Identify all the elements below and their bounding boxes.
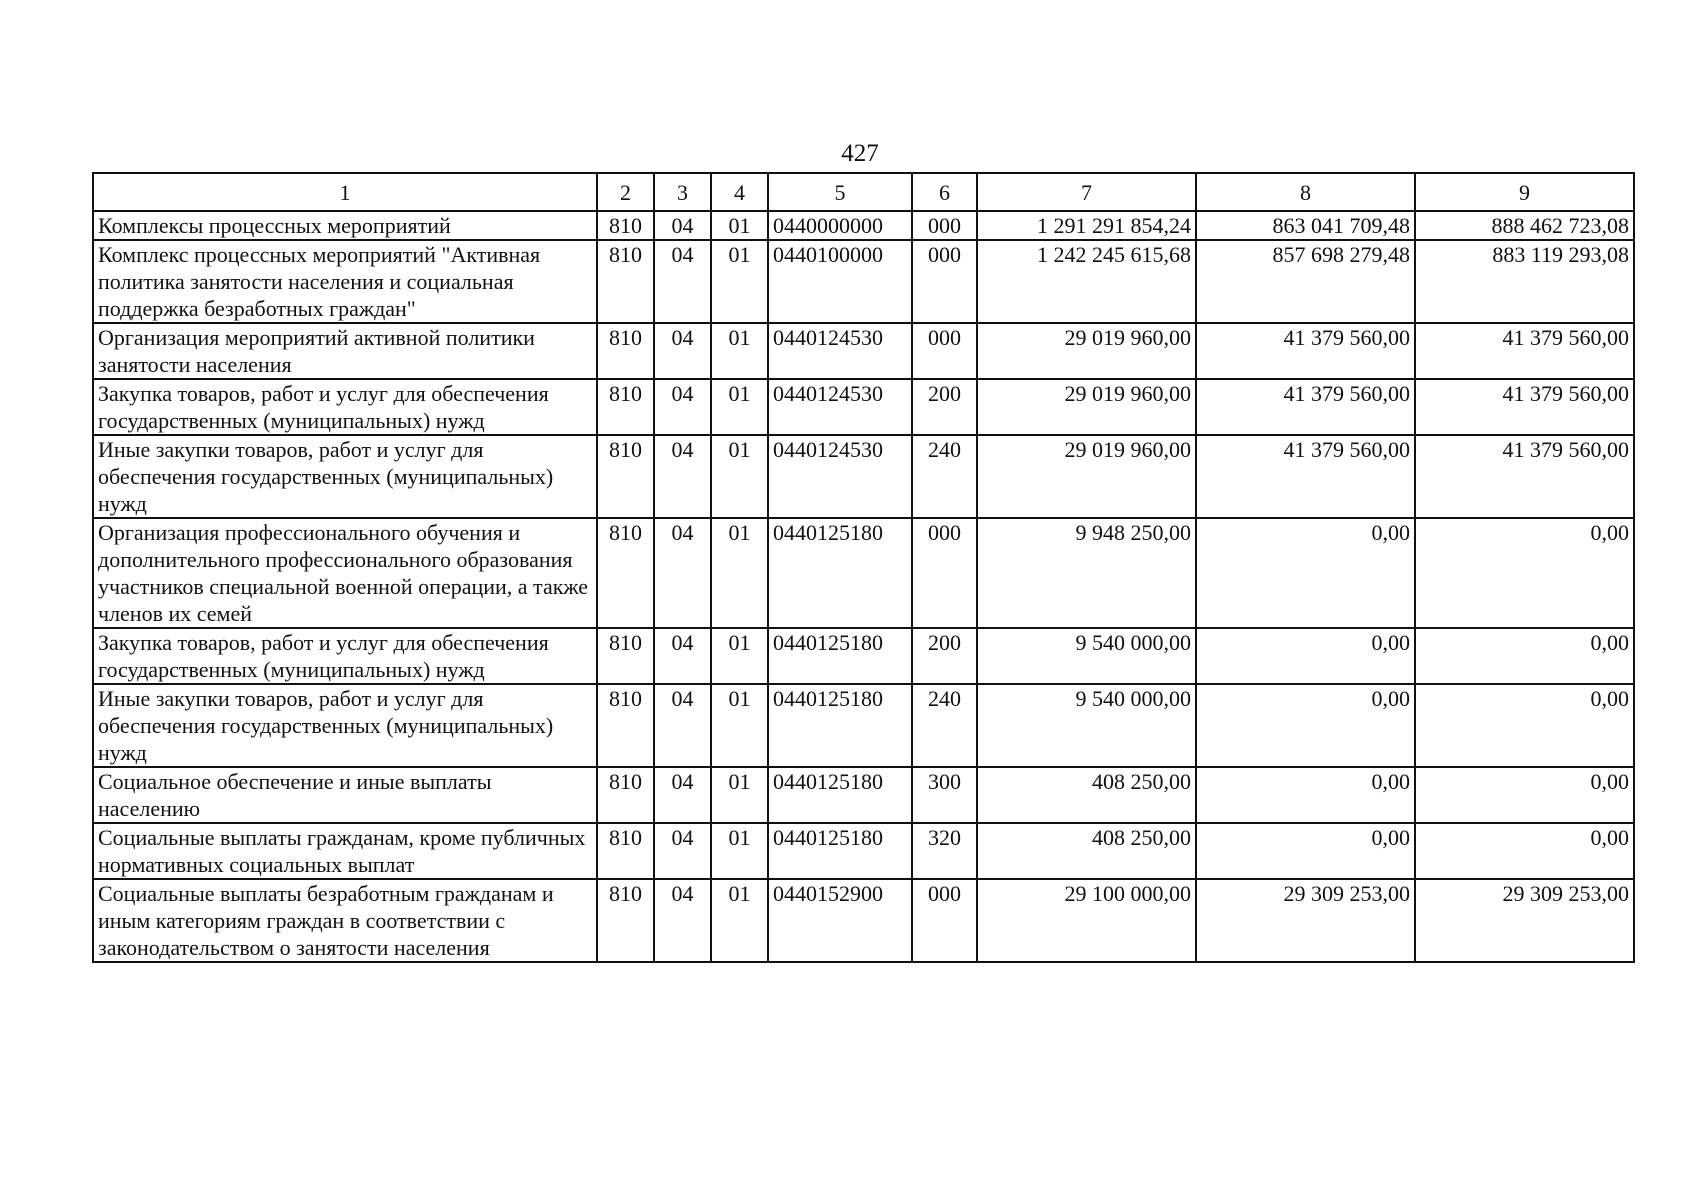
row-name: Социальные выплаты безработным гражданам и иным категориям граждан в соответствии с законодательством о занятости населения <box>93 879 597 962</box>
column-header: 4 <box>711 173 768 211</box>
row-name: Организация мероприятий активной политики занятости населения <box>93 323 597 379</box>
row-name: Закупка товаров, работ и услуг для обеспечения государственных (муниципальных) нужд <box>93 628 597 684</box>
amount-col8: 0,00 <box>1196 767 1415 823</box>
section-code: 04 <box>654 435 711 518</box>
amount-col9: 883 119 293,08 <box>1415 240 1634 323</box>
row-name: Иные закупки товаров, работ и услуг для обеспечения государственных (муниципальных) нужд <box>93 684 597 767</box>
amount-col7: 1 291 291 854,24 <box>977 211 1196 240</box>
subsection-code: 01 <box>711 379 768 435</box>
target-article-code: 0440125180 <box>768 518 912 628</box>
row-name: Комплексы процессных мероприятий <box>93 211 597 240</box>
expense-type-code: 320 <box>912 823 977 879</box>
target-article-code: 0440124530 <box>768 379 912 435</box>
column-header: 7 <box>977 173 1196 211</box>
target-article-code: 0440100000 <box>768 240 912 323</box>
table-row <box>93 767 1634 823</box>
row-name: Комплекс процессных мероприятий "Активная политика занятости населения и социальная поддержка безработных граждан" <box>93 240 597 323</box>
amount-col8: 0,00 <box>1196 823 1415 879</box>
amount-col7: 408 250,00 <box>977 823 1196 879</box>
ministry-code: 810 <box>597 379 654 435</box>
amount-col9: 29 309 253,00 <box>1415 879 1634 962</box>
subsection-code: 01 <box>711 211 768 240</box>
expense-type-code: 000 <box>912 518 977 628</box>
amount-col8: 41 379 560,00 <box>1196 323 1415 379</box>
table-row <box>93 879 1634 962</box>
amount-col9: 0,00 <box>1415 767 1634 823</box>
target-article-code: 0440125180 <box>768 823 912 879</box>
amount-col8: 41 379 560,00 <box>1196 379 1415 435</box>
section-code: 04 <box>654 240 711 323</box>
ministry-code: 810 <box>597 240 654 323</box>
amount-col7: 29 100 000,00 <box>977 879 1196 962</box>
amount-col7: 9 540 000,00 <box>977 628 1196 684</box>
column-header: 3 <box>654 173 711 211</box>
column-header: 6 <box>912 173 977 211</box>
amount-col8: 0,00 <box>1196 518 1415 628</box>
amount-col9: 0,00 <box>1415 684 1634 767</box>
table-row <box>93 628 1634 684</box>
amount-col9: 888 462 723,08 <box>1415 211 1634 240</box>
subsection-code: 01 <box>711 323 768 379</box>
column-header: 8 <box>1196 173 1415 211</box>
target-article-code: 0440125180 <box>768 628 912 684</box>
target-article-code: 0440125180 <box>768 767 912 823</box>
amount-col8: 0,00 <box>1196 628 1415 684</box>
section-code: 04 <box>654 684 711 767</box>
ministry-code: 810 <box>597 323 654 379</box>
table-row <box>93 435 1634 518</box>
row-name: Социальные выплаты гражданам, кроме публичных нормативных социальных выплат <box>93 823 597 879</box>
target-article-code: 0440152900 <box>768 879 912 962</box>
table-row <box>93 211 1634 240</box>
expense-type-code: 000 <box>912 211 977 240</box>
subsection-code: 01 <box>711 823 768 879</box>
amount-col7: 29 019 960,00 <box>977 435 1196 518</box>
table-row <box>93 240 1634 323</box>
amount-col9: 0,00 <box>1415 518 1634 628</box>
row-name: Закупка товаров, работ и услуг для обеспечения государственных (муниципальных) нужд <box>93 379 597 435</box>
column-header: 9 <box>1415 173 1634 211</box>
ministry-code: 810 <box>597 435 654 518</box>
target-article-code: 0440124530 <box>768 323 912 379</box>
amount-col9: 0,00 <box>1415 628 1634 684</box>
header-row <box>93 173 1634 211</box>
amount-col7: 29 019 960,00 <box>977 379 1196 435</box>
subsection-code: 01 <box>711 879 768 962</box>
table-row <box>93 323 1634 379</box>
expense-type-code: 240 <box>912 684 977 767</box>
budget-table <box>92 172 1635 963</box>
section-code: 04 <box>654 379 711 435</box>
amount-col8: 29 309 253,00 <box>1196 879 1415 962</box>
section-code: 04 <box>654 518 711 628</box>
ministry-code: 810 <box>597 767 654 823</box>
target-article-code: 0440000000 <box>768 211 912 240</box>
expense-type-code: 000 <box>912 323 977 379</box>
column-header: 5 <box>768 173 912 211</box>
amount-col7: 408 250,00 <box>977 767 1196 823</box>
amount-col8: 0,00 <box>1196 684 1415 767</box>
column-header: 1 <box>93 173 597 211</box>
section-code: 04 <box>654 323 711 379</box>
ministry-code: 810 <box>597 518 654 628</box>
column-header: 2 <box>597 173 654 211</box>
ministry-code: 810 <box>597 684 654 767</box>
amount-col8: 857 698 279,48 <box>1196 240 1415 323</box>
section-code: 04 <box>654 823 711 879</box>
expense-type-code: 000 <box>912 240 977 323</box>
page-number: 427 <box>841 140 879 167</box>
row-name: Иные закупки товаров, работ и услуг для обеспечения государственных (муниципальных) нужд <box>93 435 597 518</box>
subsection-code: 01 <box>711 684 768 767</box>
amount-col7: 9 540 000,00 <box>977 684 1196 767</box>
subsection-code: 01 <box>711 240 768 323</box>
target-article-code: 0440125180 <box>768 684 912 767</box>
subsection-code: 01 <box>711 628 768 684</box>
amount-col7: 9 948 250,00 <box>977 518 1196 628</box>
amount-col9: 41 379 560,00 <box>1415 323 1634 379</box>
amount-col8: 41 379 560,00 <box>1196 435 1415 518</box>
ministry-code: 810 <box>597 211 654 240</box>
ministry-code: 810 <box>597 823 654 879</box>
amount-col9: 41 379 560,00 <box>1415 379 1634 435</box>
table-row <box>93 823 1634 879</box>
table-row <box>93 684 1634 767</box>
section-code: 04 <box>654 211 711 240</box>
amount-col7: 29 019 960,00 <box>977 323 1196 379</box>
subsection-code: 01 <box>711 518 768 628</box>
ministry-code: 810 <box>597 628 654 684</box>
row-name: Организация профессионального обучения и дополнительного профессионального образования участников специальной военной операции, а также членов их семей <box>93 518 597 628</box>
section-code: 04 <box>654 628 711 684</box>
amount-col7: 1 242 245 615,68 <box>977 240 1196 323</box>
expense-type-code: 200 <box>912 628 977 684</box>
section-code: 04 <box>654 767 711 823</box>
amount-col8: 863 041 709,48 <box>1196 211 1415 240</box>
expense-type-code: 300 <box>912 767 977 823</box>
section-code: 04 <box>654 879 711 962</box>
ministry-code: 810 <box>597 879 654 962</box>
table-row <box>93 518 1634 628</box>
target-article-code: 0440124530 <box>768 435 912 518</box>
row-name: Социальное обеспечение и иные выплаты населению <box>93 767 597 823</box>
amount-col9: 0,00 <box>1415 823 1634 879</box>
table-row <box>93 379 1634 435</box>
expense-type-code: 240 <box>912 435 977 518</box>
subsection-code: 01 <box>711 435 768 518</box>
expense-type-code: 000 <box>912 879 977 962</box>
expense-type-code: 200 <box>912 379 977 435</box>
subsection-code: 01 <box>711 767 768 823</box>
amount-col9: 41 379 560,00 <box>1415 435 1634 518</box>
